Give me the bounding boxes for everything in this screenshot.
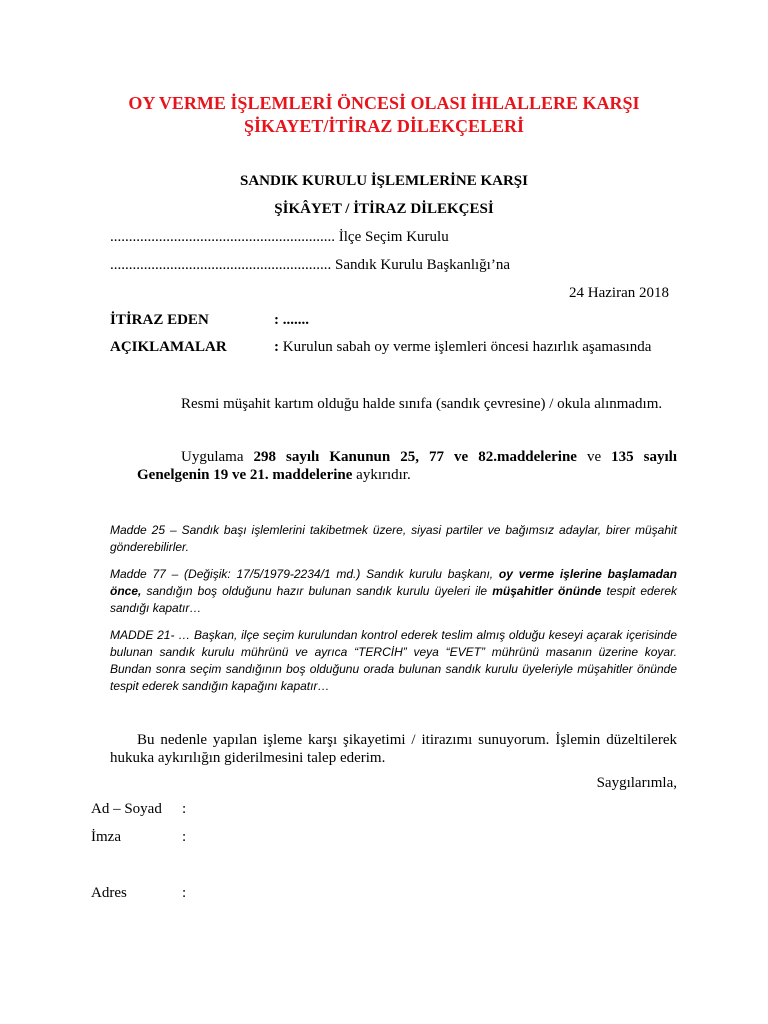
law-article-77	[110, 566, 677, 617]
legal-basis-text-e: aykırıdır.	[352, 467, 411, 483]
explanations-text: Kurulun sabah oy verme işlemleri öncesi hazırlık aşamasında	[279, 339, 652, 355]
article-77-text-c: sandığın boş olduğunu hazır bulunan sandık kurulu üyeleri ile	[141, 584, 493, 598]
article-77-text-a: Madde 77 – (Değişik: 17/5/1979-2234/1 md.) Sandık kurulu başkanı,	[110, 567, 499, 581]
name-colon: :	[182, 801, 187, 817]
legal-basis-paragraph	[137, 448, 677, 484]
legal-basis-law-ref: 298 sayılı Kanunun 25, 77 ve 82.maddelerine	[253, 449, 577, 465]
legal-basis-text-a: Uygulama	[181, 449, 254, 465]
complaint-paragraph: Resmi müşahit kartım olduğu halde sınıfa (sandık çevresine) / okula alınmadım.	[181, 396, 663, 412]
legal-basis-circular-ref: 135 sayılı Genelgenin 19 ve 21. maddelerine	[137, 449, 677, 483]
signature-colon: :	[182, 829, 187, 845]
explanations-colon: :	[274, 339, 279, 355]
explanations-value	[274, 338, 651, 356]
law-article-25: Madde 25 – Sandık başı işlemlerini takibetmek üzere, siyasi partiler ve bağımsız adaylar, birer müşahit gönderebilirler.	[110, 523, 677, 554]
article-77-text-e: tespit ederek sandığı kapatır…	[110, 584, 678, 615]
objector-label: İTİRAZ EDEN	[110, 312, 209, 328]
explanations-label: AÇIKLAMALAR	[110, 339, 227, 355]
objector-value	[274, 311, 309, 329]
addressee-ballot-board: ........................................................... Sandık Kurulu Başkanlığı’na	[110, 257, 510, 273]
document-title-line1: OY VERME İŞLEMLERİ ÖNCESİ OLASI İHLALLERE KARŞI	[128, 93, 640, 113]
address-label: Adres	[91, 885, 127, 901]
petition-subtitle-line2: ŞİKÂYET / İTİRAZ DİLEKÇESİ	[274, 201, 494, 217]
closing-regards: Saygılarımla,	[596, 775, 677, 791]
objector-colon: : .......	[274, 312, 309, 328]
addressee-district-board: ............................................................ İlçe Seçim Kurulu	[110, 229, 449, 245]
article-77-bold-b: oy verme işlerine başlamadan önce,	[110, 567, 677, 598]
signature-label: İmza	[91, 829, 121, 845]
document-title-line2: ŞİKAYET/İTİRAZ DİLEKÇELERİ	[244, 116, 524, 136]
request-paragraph: Bu nedenle yapılan işleme karşı şikayetimi / itirazımı sunuyorum. İşlemin düzeltilerek hukuka aykırılığın giderilmesini talep ederim.	[110, 732, 677, 766]
address-colon: :	[182, 885, 187, 901]
legal-basis-text-c: ve	[576, 449, 612, 465]
article-77-bold-d: müşahitler önünde	[492, 584, 602, 598]
petition-date: 24 Haziran 2018	[569, 285, 669, 301]
name-label: Ad – Soyad	[91, 801, 162, 817]
circular-article-21: MADDE 21- … Başkan, ilçe seçim kurulundan kontrol ederek teslim almış olduğu keseyi açarak içerisinde bulunan sandık kurulu mührünü ve ayrıca “TERCİH” veya “EVET” mührünü masanın üzerine koyar. Bundan sonra seçim sandığının boş olduğunu orada bulunan sandık kurulu üyeleriyle müşahitler önünde tespit ederek sandığın kapağını kapatır…	[110, 628, 677, 693]
petition-subtitle-line1: SANDIK KURULU İŞLEMLERİNE KARŞI	[240, 173, 528, 189]
